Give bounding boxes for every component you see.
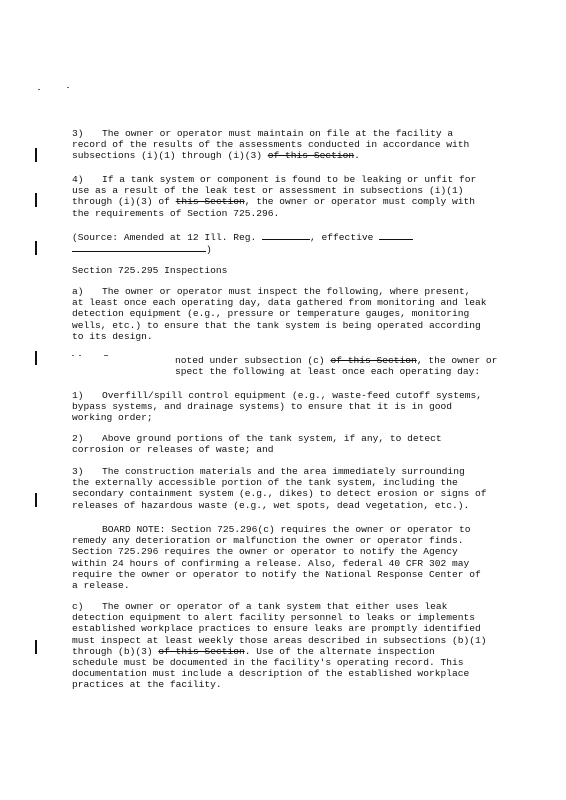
paragraph-text: Above ground portions of the tank system, if any, to detect xyxy=(102,433,442,444)
note-text: Section 725.296 requires the owner or operator to notify the Agency xyxy=(72,546,458,558)
paragraph-text: The owner or operator must inspect the following, where present, xyxy=(102,286,471,297)
item-number: 1) xyxy=(72,390,84,401)
board-note xyxy=(72,524,502,591)
struck-text: of this Section xyxy=(267,150,355,162)
paragraph-text: the externally accessible portion of the tank system, including the xyxy=(72,477,458,489)
revision-bar xyxy=(35,640,37,654)
paragraph-text: , the owner or xyxy=(416,355,498,366)
paragraph-text: through (b)(3) xyxy=(72,645,153,657)
revision-bar xyxy=(35,241,37,255)
paragraph-text: the requirements of Section 725.296. xyxy=(72,207,280,219)
blank-line xyxy=(379,231,413,240)
paragraph-text: Overfill/spill control equipment (e.g., waste-feed cutoff systems, xyxy=(102,390,482,401)
paragraph-text: established workplace practices to ensure leaks are promptly identified xyxy=(72,623,481,635)
note-text: within 24 hours of confirming a release. Also, federal 40 CFR 302 may xyxy=(72,557,470,569)
blank-line xyxy=(72,243,206,252)
paragraph-text: The construction materials and the area immediately surrounding xyxy=(102,466,465,477)
paragraph-text: . Use of the alternate inspection xyxy=(244,645,435,657)
paragraph-text: If a tank system or component is found to be leaking or unfit for xyxy=(102,174,477,185)
scan-speck xyxy=(67,87,69,88)
source-text: ) xyxy=(206,244,212,256)
blank-line xyxy=(262,231,310,240)
struck-text: of this Section xyxy=(158,645,245,657)
paragraph-text: spect the following at least once each operating day: xyxy=(175,366,481,378)
paragraph-i4 xyxy=(72,174,502,219)
paragraph-text: working order; xyxy=(72,412,153,424)
item-number: 2) xyxy=(72,433,84,444)
paragraph-text: practices at the facility. xyxy=(72,679,222,691)
paragraph-a xyxy=(72,286,502,342)
paragraph-text: The owner or operator of a tank system that either uses leak xyxy=(102,601,448,612)
item-b2 xyxy=(72,433,502,455)
paragraph-b xyxy=(175,355,505,377)
paragraph-text: must inspect at least weekly those areas described in subsections (b)(1) xyxy=(72,634,487,646)
source-text: Amended at 12 Ill. Reg. xyxy=(123,232,257,243)
paragraph-text: through (i)(3) of xyxy=(72,196,170,208)
revision-bar xyxy=(35,351,37,365)
paragraph-text: subsections (i)(1) through (i)(3) xyxy=(72,150,262,162)
section-heading xyxy=(72,265,502,276)
paragraph-text: documentation must include a description of the established workplace xyxy=(72,668,470,680)
paragraph-text: secondary containment system (e.g., dikes) to detect erosion or signs of xyxy=(72,488,487,500)
section-title: Section 725.295 Inspections xyxy=(72,265,228,276)
paragraph-text: at least once each operating day, data gathered from monitoring and leak xyxy=(72,297,487,309)
paragraph-text: corrosion or releases of waste; and xyxy=(72,444,274,456)
paragraph-text: bypass systems, and drainage systems) to ensure that it is in good xyxy=(72,401,452,413)
note-text: require the owner or operator to notify the National Response Center of xyxy=(72,568,481,580)
paragraph-text: use as a result of the leak test or assessment in subsections (i)(1) xyxy=(72,185,464,197)
scan-speck xyxy=(72,355,74,356)
paragraph-text: , the owner or operator must comply with xyxy=(244,196,476,208)
source-label: (Source: xyxy=(72,232,119,243)
scan-speck xyxy=(104,355,108,356)
paragraph-text: wells, etc.) to ensure that the tank system is being operated according xyxy=(72,319,481,331)
note-text: BOARD NOTE: Section 725.296(c) requires the owner or operator to xyxy=(102,524,471,535)
item-number: 3) xyxy=(72,128,84,139)
source-text: , effective xyxy=(310,232,374,243)
paragraph-text: detection equipment to alert facility personnel to leaks or implements xyxy=(72,612,476,624)
paragraph-text: . xyxy=(354,150,360,162)
scan-speck xyxy=(79,355,81,356)
paragraph-text: releases of hazardous waste (e.g., wet spots, dead vegetation, etc.). xyxy=(72,499,470,511)
paragraph-text: record of the results of the assessments conducted in accordance with xyxy=(72,139,470,151)
scan-speck xyxy=(38,89,40,90)
item-number: c) xyxy=(72,601,84,612)
paragraph-c xyxy=(72,601,502,691)
revision-bar xyxy=(35,193,37,207)
item-number: a) xyxy=(72,286,84,297)
struck-text: of this Section xyxy=(330,355,417,366)
paragraph-text: detection equipment (e.g., pressure or temperature gauges, monitoring xyxy=(72,308,470,320)
paragraph-text: schedule must be documented in the facility's operating record. This xyxy=(72,657,464,669)
note-text: a release. xyxy=(72,580,130,592)
item-b1 xyxy=(72,390,502,424)
item-number: 3) xyxy=(72,466,84,477)
struck-text: this Section xyxy=(175,196,245,208)
item-b3 xyxy=(72,466,502,511)
revision-bar xyxy=(35,493,37,507)
paragraph-text: noted under subsection (c) xyxy=(175,355,325,366)
revision-bar xyxy=(35,148,37,162)
paragraph-text: to its design. xyxy=(72,330,153,342)
item-number: 4) xyxy=(72,174,84,185)
note-text: remedy any deterioration or malfunction the owner or operator finds. xyxy=(72,535,464,547)
paragraph-i3 xyxy=(72,128,502,162)
paragraph-text: The owner or operator must maintain on file at the facility a xyxy=(102,128,454,139)
source-note xyxy=(72,231,502,255)
